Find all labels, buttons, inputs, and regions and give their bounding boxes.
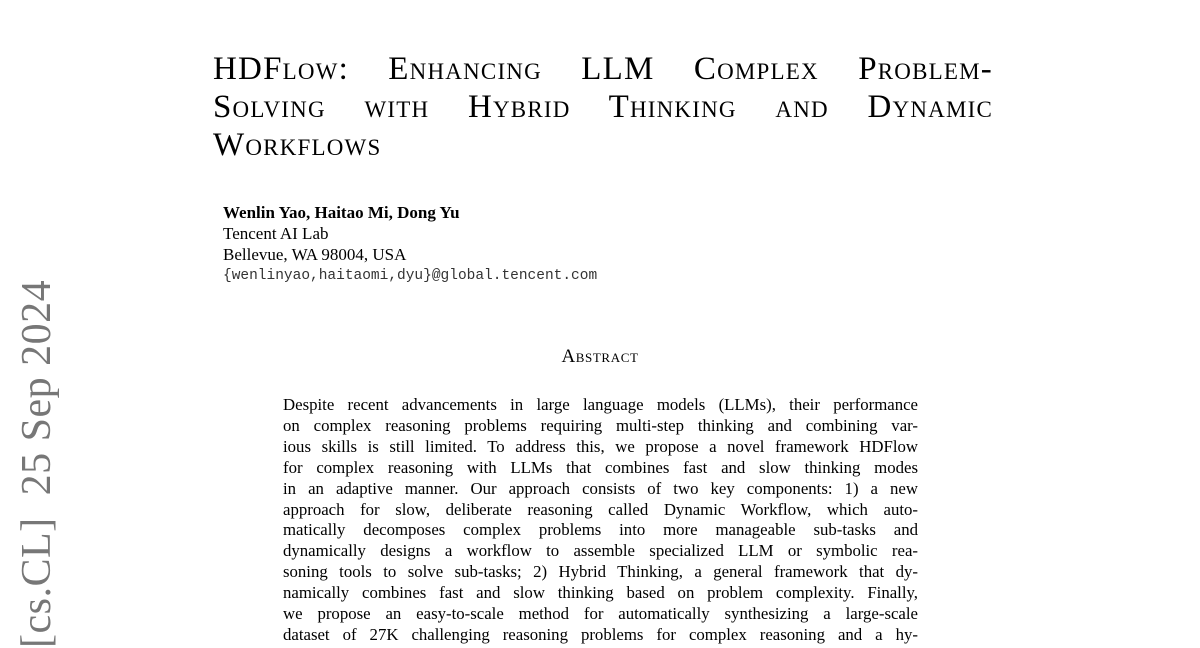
title-line-1: HDFlow: Enhancing LLM Complex Problem- — [213, 51, 993, 87]
abstract-line: ious skills is still limited. To address this, we propose a novel framework HDFlow — [283, 436, 918, 456]
abstract-line: dataset of 27K challenging reasoning problems for complex reasoning and a hy- — [283, 624, 918, 644]
abstract-line: in an adaptive manner. Our approach consists of two key components: 1) a new — [283, 478, 918, 498]
abstract-line: approach for slow, deliberate reasoning called Dynamic Workflow, which auto- — [283, 499, 918, 519]
abstract-line: soning tools to solve sub-tasks; 2) Hybrid Thinking, a general framework that dy- — [283, 562, 918, 582]
author-address: Bellevue, WA 98004, USA — [223, 245, 407, 264]
abstract-line: dynamically designs a workflow to assemble specialized LLM or symbolic rea- — [283, 541, 918, 561]
paper-title — [213, 50, 993, 164]
author-block — [223, 202, 597, 287]
author-names: Wenlin Yao, Haitao Mi, Dong Yu — [223, 203, 460, 222]
abstract-line: we propose an easy-to-scale method for automatically synthesizing a large-scale — [283, 604, 918, 624]
abstract-line: Despite recent advancements in large language models (LLMs), their performance — [283, 395, 918, 414]
abstract-heading: Abstract — [561, 346, 639, 367]
author-affiliation: Tencent AI Lab — [223, 224, 329, 243]
abstract-line: namically combines fast and slow thinking based on problem complexity. Finally, — [283, 583, 918, 603]
abstract-body — [283, 395, 918, 646]
abstract-line: matically decomposes complex problems into more manageable sub-tasks and — [283, 520, 918, 540]
title-line-2: Solving with Hybrid Thinking and Dynamic — [213, 89, 993, 125]
arxiv-category: [cs.CL] — [14, 517, 60, 648]
arxiv-date: 25 Sep 2024 — [14, 279, 60, 496]
title-line-3: Workflows — [213, 127, 382, 163]
abstract-line: on complex reasoning problems requiring multi-step thinking and combining var- — [283, 415, 918, 435]
author-email: {wenlinyao,haitaomi,dyu}@global.tencent.com — [223, 268, 598, 284]
abstract-line: for complex reasoning with LLMs that combines fast and slow thinking modes — [283, 457, 918, 477]
